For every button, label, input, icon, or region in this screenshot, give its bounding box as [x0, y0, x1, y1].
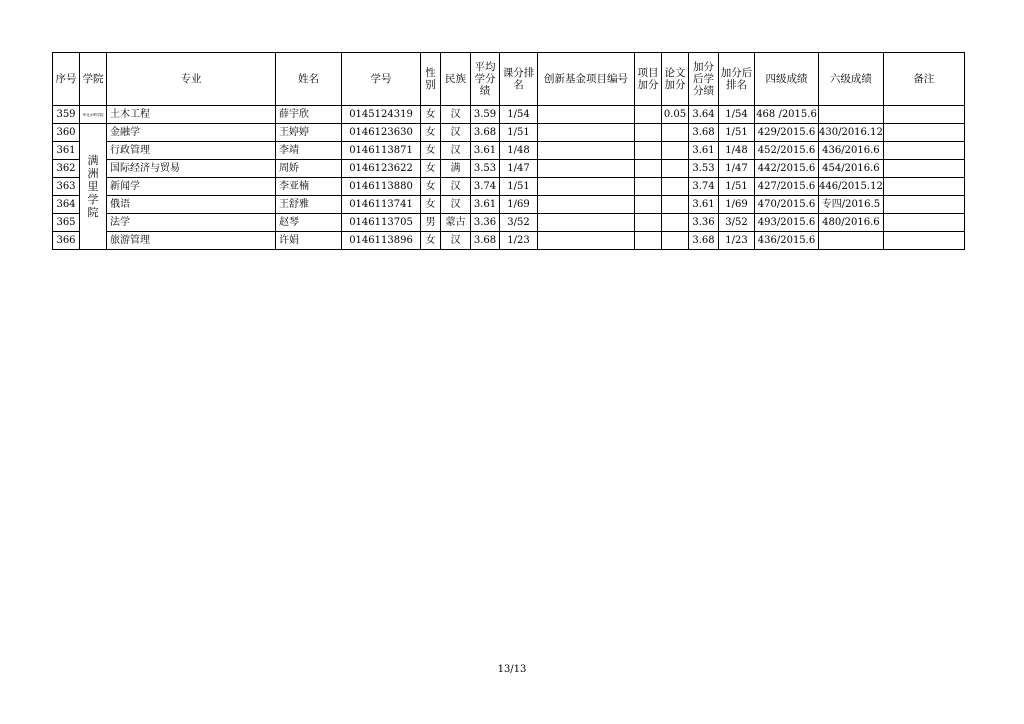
cell-name: 薛宇欣: [276, 106, 342, 124]
cell-gpa: 3.61: [471, 196, 500, 214]
cell-name: 赵琴: [276, 214, 342, 232]
cell-name: 李亚楠: [276, 178, 342, 196]
cell-major: 行政管理: [107, 142, 276, 160]
cell-rank-after-bonus: 1/54: [719, 106, 755, 124]
cell-rank: 1/51: [500, 178, 538, 196]
cell-student-id: 0145124319: [342, 106, 421, 124]
cell-cet6: 480/2016.6: [819, 214, 884, 232]
header-student-id: 学号: [342, 53, 421, 106]
cell-project-bonus: [635, 232, 662, 250]
cell-student-id: 0146113896: [342, 232, 421, 250]
cell-rank: 1/51: [500, 124, 538, 142]
cell-project-bonus: [635, 124, 662, 142]
cell-note: [883, 124, 964, 142]
cell-gender: 女: [421, 232, 441, 250]
header-paper-bonus: 论文加分: [662, 53, 689, 106]
cell-cet4: 468 /2015.6: [755, 106, 819, 124]
cell-rank: 1/23: [500, 232, 538, 250]
cell-project-bonus: [635, 142, 662, 160]
cell-cet4: 436/2015.6: [755, 232, 819, 250]
cell-gender: 男: [421, 214, 441, 232]
cell-gpa: 3.59: [471, 106, 500, 124]
cell-note: [883, 160, 964, 178]
cell-cet6: 446/2015.12: [819, 178, 884, 196]
cell-project-bonus: [635, 178, 662, 196]
cell-gender: 女: [421, 124, 441, 142]
header-gpa: 平均学分绩: [471, 53, 500, 106]
cell-rank-after-bonus: 1/48: [719, 142, 755, 160]
cell-name: 周娇: [276, 160, 342, 178]
cell-gender: 女: [421, 160, 441, 178]
header-gpa-after-bonus: 加分后学分绩: [689, 53, 719, 106]
cell-student-id: 0146113880: [342, 178, 421, 196]
cell-no: 362: [53, 160, 80, 178]
cell-project-bonus: [635, 196, 662, 214]
table-row: [53, 160, 965, 178]
cell-cet6: 430/2016.12: [819, 124, 884, 142]
table-row: [53, 178, 965, 196]
cell-name: 李靖: [276, 142, 342, 160]
cell-student-id: 0146123622: [342, 160, 421, 178]
cell-ethnicity: 蒙古: [441, 214, 471, 232]
cell-gender: 女: [421, 196, 441, 214]
cell-major: 土木工程: [107, 106, 276, 124]
cell-rank: 1/47: [500, 160, 538, 178]
header-name: 姓名: [276, 53, 342, 106]
cell-student-id: 0146123630: [342, 124, 421, 142]
header-college: 学院: [80, 53, 107, 106]
cell-note: [883, 214, 964, 232]
cell-cet6: 436/2016.6: [819, 142, 884, 160]
cell-cet4: 442/2015.6: [755, 160, 819, 178]
table-row: [53, 214, 965, 232]
cell-gpa: 3.74: [471, 178, 500, 196]
cell-rank-after-bonus: 1/23: [719, 232, 755, 250]
cell-name: 王婷婷: [276, 124, 342, 142]
cell-fund-id: [538, 232, 635, 250]
cell-gpa-after-bonus: 3.74: [689, 178, 719, 196]
cell-gpa: 3.36: [471, 214, 500, 232]
cell-project-bonus: [635, 214, 662, 232]
header-note: 备注: [883, 53, 964, 106]
header-fund-id: 创新基金项目编号: [538, 53, 635, 106]
cell-gpa: 3.53: [471, 160, 500, 178]
cell-rank: 3/52: [500, 214, 538, 232]
cell-cet6: [819, 232, 884, 250]
cell-no: 361: [53, 142, 80, 160]
cell-no: 366: [53, 232, 80, 250]
cell-gender: 女: [421, 106, 441, 124]
cell-rank: 1/54: [500, 106, 538, 124]
cell-cet6: [819, 106, 884, 124]
cell-major: 旅游管理: [107, 232, 276, 250]
cell-major: 国际经济与贸易: [107, 160, 276, 178]
cell-paper-bonus: 0.05: [662, 106, 689, 124]
cell-gpa-after-bonus: 3.36: [689, 214, 719, 232]
cell-note: [883, 232, 964, 250]
header-cet6: 六级成绩: [819, 53, 884, 106]
cell-fund-id: [538, 106, 635, 124]
cell-college: 华北水利学院: [80, 106, 107, 124]
cell-gpa-after-bonus: 3.61: [689, 142, 719, 160]
cell-name: 王舒雅: [276, 196, 342, 214]
header-row: [53, 53, 965, 106]
cell-rank-after-bonus: 1/69: [719, 196, 755, 214]
table-row: [53, 142, 965, 160]
table-row: [53, 106, 965, 124]
table-row: [53, 124, 965, 142]
cell-gpa-after-bonus: 3.68: [689, 124, 719, 142]
cell-no: 364: [53, 196, 80, 214]
cell-cet4: 470/2015.6: [755, 196, 819, 214]
cell-gpa-after-bonus: 3.68: [689, 232, 719, 250]
header-rank-after-bonus: 加分后排名: [719, 53, 755, 106]
page-number: 13/13: [497, 664, 527, 675]
table-row: [53, 232, 965, 250]
cell-fund-id: [538, 124, 635, 142]
cell-gpa: 3.68: [471, 124, 500, 142]
cell-paper-bonus: [662, 142, 689, 160]
cell-gpa: 3.61: [471, 142, 500, 160]
cell-no: 360: [53, 124, 80, 142]
cell-project-bonus: [635, 160, 662, 178]
scholarship-table: [52, 52, 965, 250]
cell-gpa-after-bonus: 3.61: [689, 196, 719, 214]
cell-name: 许娟: [276, 232, 342, 250]
header-major: 专业: [107, 53, 276, 106]
cell-cet4: 493/2015.6: [755, 214, 819, 232]
header-cet4: 四级成绩: [755, 53, 819, 106]
cell-rank-after-bonus: 3/52: [719, 214, 755, 232]
cell-project-bonus: [635, 106, 662, 124]
cell-fund-id: [538, 160, 635, 178]
cell-gender: 女: [421, 178, 441, 196]
cell-paper-bonus: [662, 214, 689, 232]
cell-cet4: 452/2015.6: [755, 142, 819, 160]
cell-cet6: 454/2016.6: [819, 160, 884, 178]
table-row: [53, 196, 965, 214]
cell-rank-after-bonus: 1/51: [719, 124, 755, 142]
cell-paper-bonus: [662, 160, 689, 178]
header-gender: 性别: [421, 53, 441, 106]
cell-gpa-after-bonus: 3.64: [689, 106, 719, 124]
cell-gpa-after-bonus: 3.53: [689, 160, 719, 178]
header-project-bonus: 项目加分: [635, 53, 662, 106]
cell-paper-bonus: [662, 196, 689, 214]
cell-cet4: 429/2015.6: [755, 124, 819, 142]
cell-rank-after-bonus: 1/47: [719, 160, 755, 178]
cell-fund-id: [538, 178, 635, 196]
cell-no: 363: [53, 178, 80, 196]
cell-note: [883, 142, 964, 160]
cell-paper-bonus: [662, 178, 689, 196]
cell-ethnicity: 汉: [441, 196, 471, 214]
cell-major: 新闻学: [107, 178, 276, 196]
cell-major: 金融学: [107, 124, 276, 142]
cell-cet6: 专四/2016.5: [819, 196, 884, 214]
cell-gender: 女: [421, 142, 441, 160]
cell-ethnicity: 汉: [441, 232, 471, 250]
cell-major: 法学: [107, 214, 276, 232]
cell-ethnicity: 汉: [441, 106, 471, 124]
cell-student-id: 0146113871: [342, 142, 421, 160]
cell-ethnicity: 汉: [441, 142, 471, 160]
cell-fund-id: [538, 142, 635, 160]
cell-student-id: 0146113705: [342, 214, 421, 232]
cell-paper-bonus: [662, 124, 689, 142]
cell-rank-after-bonus: 1/51: [719, 178, 755, 196]
cell-no: 359: [53, 106, 80, 124]
cell-fund-id: [538, 214, 635, 232]
cell-note: [883, 106, 964, 124]
cell-gpa: 3.68: [471, 232, 500, 250]
header-ethnicity: 民族: [441, 53, 471, 106]
cell-note: [883, 196, 964, 214]
cell-college-merged: 满洲里学院: [80, 124, 107, 250]
cell-rank: 1/69: [500, 196, 538, 214]
cell-fund-id: [538, 196, 635, 214]
cell-ethnicity: 汉: [441, 178, 471, 196]
header-no: 序号: [53, 53, 80, 106]
cell-ethnicity: 满: [441, 160, 471, 178]
cell-rank: 1/48: [500, 142, 538, 160]
cell-major: 俄语: [107, 196, 276, 214]
cell-note: [883, 178, 964, 196]
cell-ethnicity: 汉: [441, 124, 471, 142]
header-rank: 课分排名: [500, 53, 538, 106]
cell-student-id: 0146113741: [342, 196, 421, 214]
cell-no: 365: [53, 214, 80, 232]
cell-paper-bonus: [662, 232, 689, 250]
cell-cet4: 427/2015.6: [755, 178, 819, 196]
